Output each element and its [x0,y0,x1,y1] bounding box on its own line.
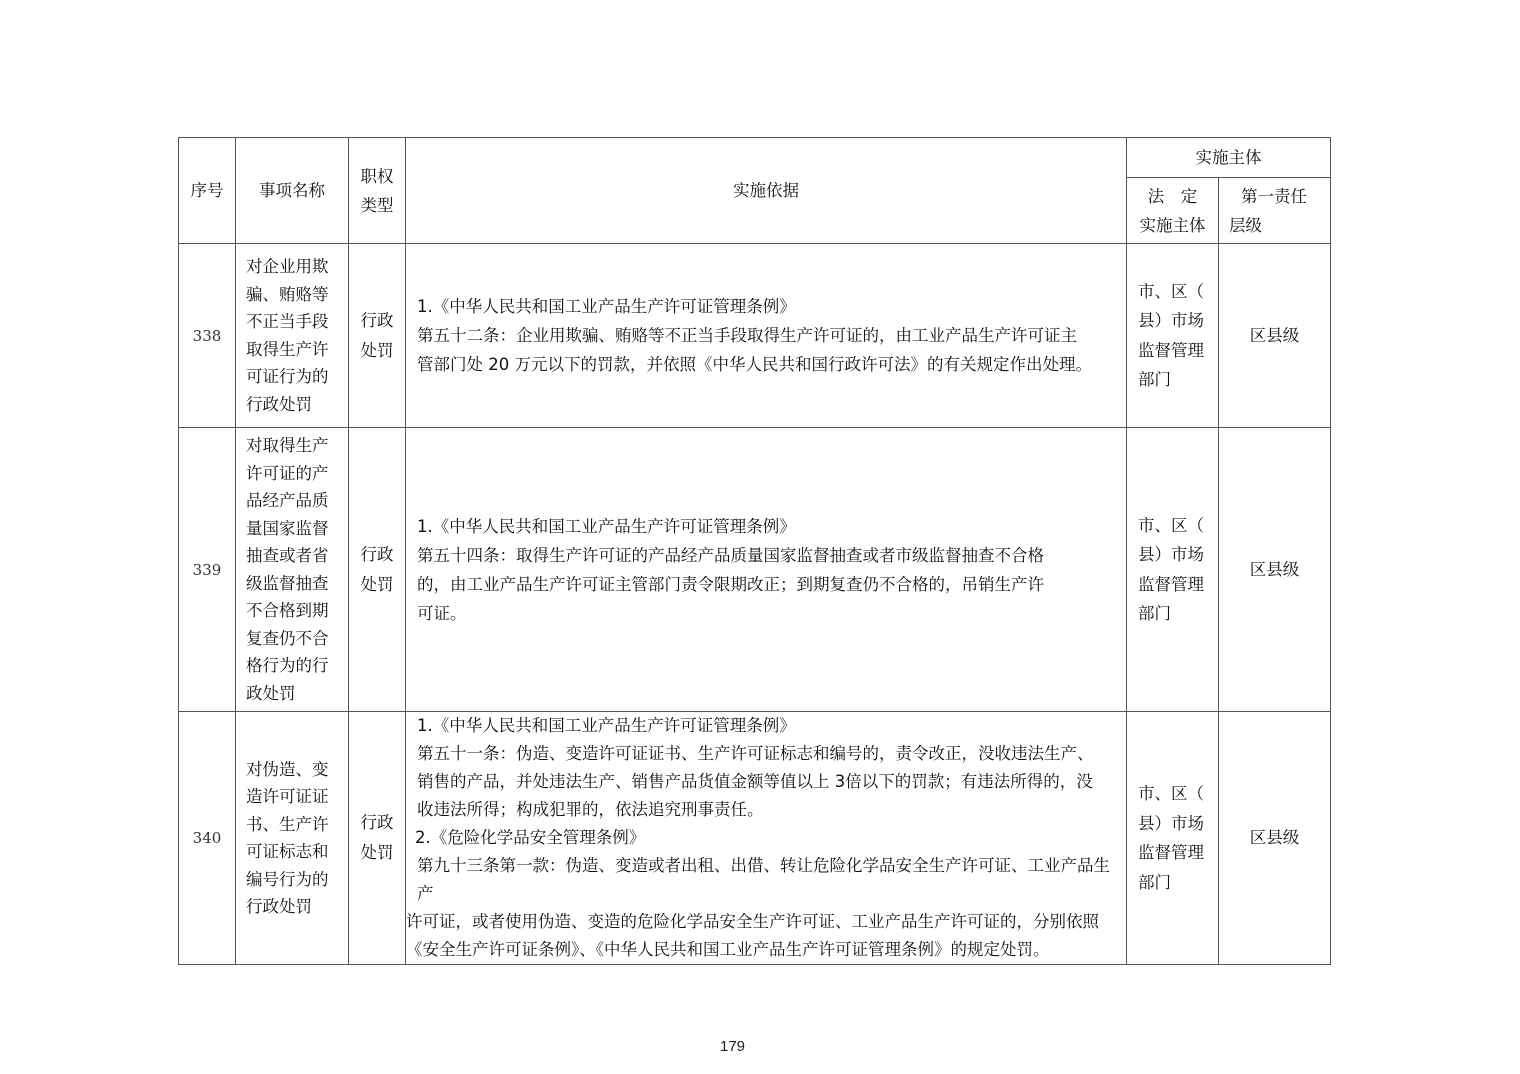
row-number: 340 [179,712,236,965]
responsibility-level [1219,244,1331,428]
power-type [349,244,406,428]
basis-line: 第五十四条：取得生产许可证的产品经产品质量国家监督抽查或者市级监督抽查不合格 [417,545,1044,565]
header-subject: 实施主体 [1127,138,1331,178]
basis-line: 许可证，或者使用伪造、变造的危险化学品安全生产许可证、工业产品生产许可证的，分别依照 [406,912,1099,931]
table-row [179,712,1331,965]
row-number: 338 [179,244,236,428]
responsibility-level [1219,712,1331,965]
table-row [179,244,1331,428]
legal-subject-line: 市、区（ [1138,281,1204,301]
legal-subject-line: 县）市场 [1138,311,1204,330]
basis-line: 《安全生产许可证条例》、《中华人民共和国工业产品生产许可证管理条例》的规定处罚。 [406,940,1050,959]
basis-line: 收违法所得；构成犯罪的，依法追究刑事责任。 [417,800,764,819]
basis-line: 销售的产品，并处违法生产、销售产品货值金额等值以上 3倍以下的罚款；有违法所得的，没 [417,772,1093,791]
item-name: 对伪造、变造许可证证书、生产许可证标志和编号行为的行政处罚 [236,712,349,965]
page-number: 179 [719,1038,746,1055]
power-type-line1: 行政 [360,310,394,330]
power-type [349,712,406,965]
basis-line: 管部门处 20 万元以下的罚款，并依照《中华人民共和国行政许可法》的有关规定作出处理。 [417,355,1092,374]
row-number: 339 [179,428,236,712]
power-type-line1: 行政 [360,544,394,564]
regulation-table [178,137,1331,965]
responsibility-level-text: 区县级 [1249,828,1300,847]
legal-subject-line: 部门 [1138,872,1171,892]
basis-line: 的，由工业产品生产许可证主管部门责令限期改正；到期复查仍不合格的，吊销生产许 [417,574,1044,594]
table-row [179,428,1331,712]
basis-cell [406,244,1127,428]
header-basis: 实施依据 [406,138,1127,244]
legal-subject-line: 监督管理 [1138,340,1204,360]
basis-line: 第九十三条第一款：伪造、变造或者出租、出借、转让危险化学品安全生产许可证、工业产品生产 [417,856,1110,903]
basis-line: 第五十二条：企业用欺骗、贿赂等不正当手段取得生产许可证的，由工业产品生产许可证主 [417,326,1077,345]
power-type-line2: 处罚 [360,574,394,594]
legal-subject-line: 县）市场 [1138,545,1204,564]
basis-line: 1.《中华人民共和国工业产品生产许可证管理条例》 [417,716,796,735]
legal-subject-line: 市、区（ [1138,784,1204,803]
legal-subject-line: 县）市场 [1138,813,1204,833]
power-type-line2: 处罚 [360,340,394,360]
responsibility-level-text: 区县级 [1249,325,1300,345]
legal-subject [1127,712,1219,965]
basis-line: 可证。 [417,603,467,623]
header-legal-line2: 实施主体 [1139,215,1206,235]
legal-subject [1127,428,1219,712]
header-level-line1: 第一责任 [1241,186,1307,206]
legal-subject-line: 监督管理 [1138,843,1204,862]
legal-subject-line: 部门 [1138,604,1171,623]
legal-subject-line: 市、区（ [1138,515,1204,535]
header-type [349,138,406,244]
responsibility-level-text: 区县级 [1249,559,1300,579]
basis-cell [406,712,1127,965]
item-name: 对企业用欺骗、贿赂等不正当手段取得生产许可证行为的行政处罚 [236,244,349,428]
power-type-line1: 行政 [360,813,394,832]
header-level [1219,178,1331,244]
responsibility-level [1219,428,1331,712]
power-type [349,428,406,712]
header-legal-subject [1127,178,1219,244]
header-legal-line1: 法 定 [1147,186,1198,206]
legal-subject-line: 监督管理 [1138,574,1204,594]
legal-subject-line: 部门 [1138,370,1171,389]
header-type-line2: 类型 [360,195,394,215]
power-type-line2: 处罚 [360,843,394,862]
header-name: 事项名称 [236,138,349,244]
header-type-line1: 职权 [360,166,394,186]
header-seq: 序号 [179,138,236,244]
basis-cell [406,428,1127,712]
basis-line: 1.《中华人民共和国工业产品生产许可证管理条例》 [417,297,796,316]
basis-line: 2.《危险化学品安全管理条例》 [415,828,646,847]
header-level-line2: 层级 [1229,215,1262,235]
basis-line: 1.《中华人民共和国工业产品生产许可证管理条例》 [417,516,796,536]
basis-line: 第五十一条：伪造、变造许可证证书、生产许可证标志和编号的，责令改正，没收违法生产、 [417,744,1094,763]
legal-subject [1127,244,1219,428]
item-name: 对取得生产许可证的产品经产品质量国家监督抽查或者省级监督抽查不合格到期复查仍不合格行为的行政处罚 [236,428,349,712]
